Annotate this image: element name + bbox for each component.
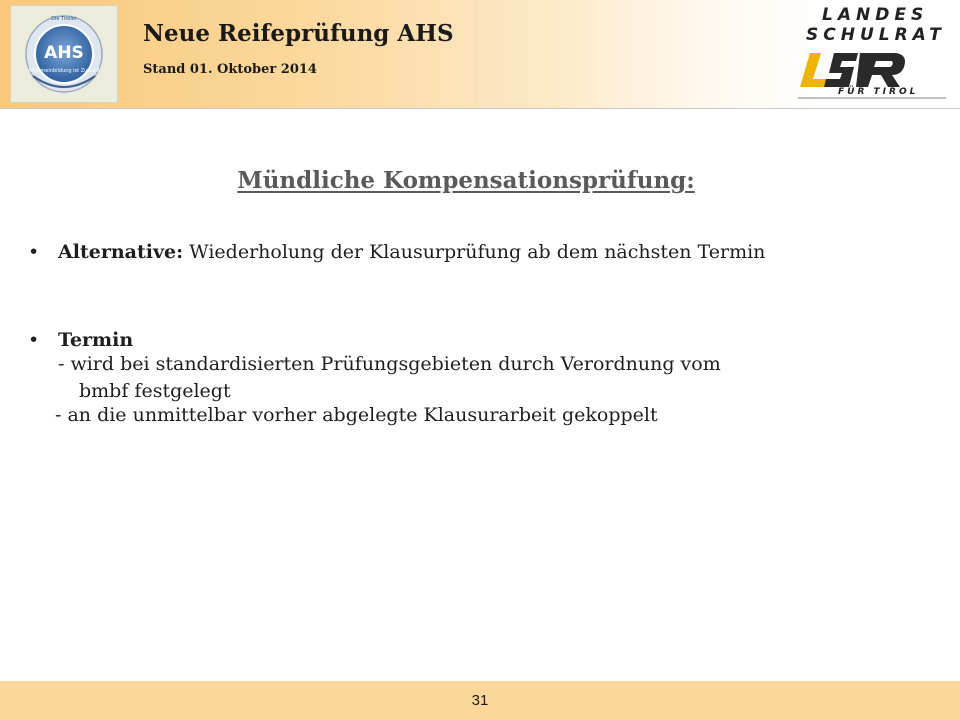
header-subtitle: Stand 01. Oktober 2014 xyxy=(143,62,317,77)
lsr-line3: FÜR TIROL xyxy=(838,87,919,97)
bullet-line: bmbf festgelegt xyxy=(79,380,231,402)
bullet-label: Alternative: xyxy=(58,241,184,263)
lsr-logo xyxy=(786,3,956,105)
bullet-alternative xyxy=(28,240,908,264)
bullet-line: - an die unmittelbar vorher abgelegte Klausurarbeit gekoppelt xyxy=(55,404,658,426)
bullet-label: Termin xyxy=(58,329,134,351)
slide-footer xyxy=(0,681,960,720)
page-number: 31 xyxy=(471,692,489,709)
ahs-logo-ring-text: Allgemeinbildung ist Zukunft xyxy=(27,68,101,74)
lsr-line2: SCHULRAT xyxy=(806,25,946,45)
bullet-termin xyxy=(28,328,908,427)
ahs-logo-text: AHS xyxy=(44,43,84,63)
bullet-icon: • xyxy=(28,241,40,263)
slide-header xyxy=(0,0,960,109)
ahs-logo xyxy=(10,5,118,103)
lsr-line1: LANDES xyxy=(822,5,929,25)
ahs-logo-top-text: Die Tiroler xyxy=(51,16,77,22)
slide-heading: Mündliche Kompensationsprüfung: xyxy=(237,167,695,194)
slide-content xyxy=(28,240,908,427)
bullet-text: Wiederholung der Klausurprüfung ab dem nächsten Termin xyxy=(183,241,766,263)
header-title: Neue Reifeprüfung AHS xyxy=(143,20,454,47)
bullet-icon: • xyxy=(28,329,40,351)
bullet-line: - wird bei standardisierten Prüfungsgebieten durch Verordnung vom xyxy=(58,353,721,375)
